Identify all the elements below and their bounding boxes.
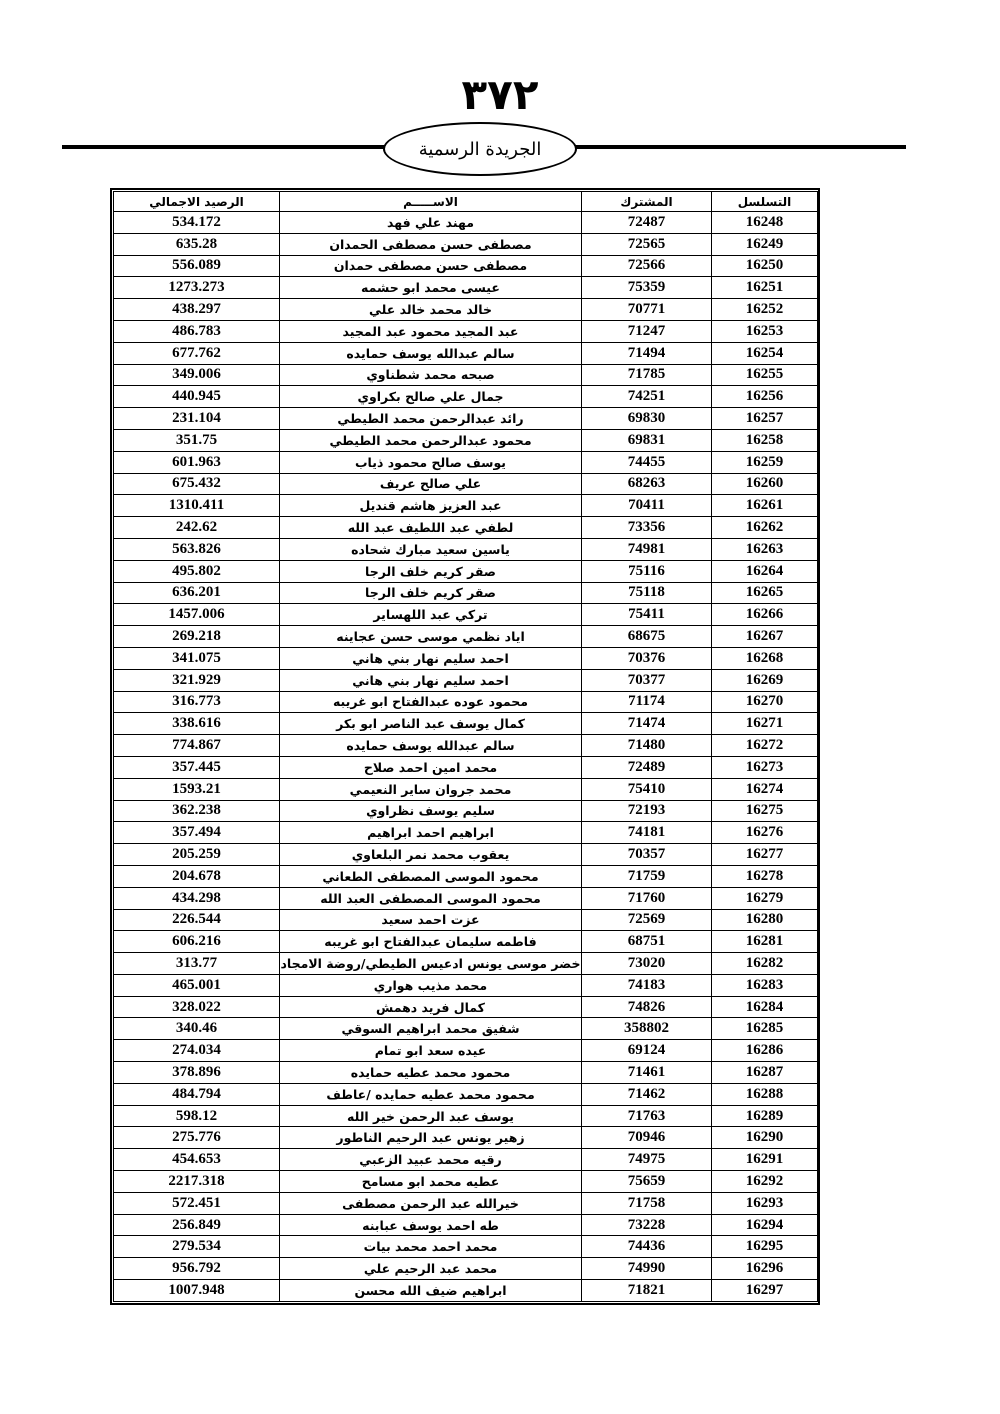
name-cell: لطفي عبد اللطيف عبد الله [280,517,582,539]
name-cell: عبد العزيز هاشم قنديل [280,495,582,517]
serial-cell: 16291 [712,1149,818,1171]
table-row [114,233,818,255]
name-cell: جمال علي صالح بكراوي [280,386,582,408]
serial-cell: 16249 [712,233,818,255]
table-row [114,844,818,866]
table-row [114,735,818,757]
balance-cell: 563.826 [114,538,280,560]
table-row [114,1105,818,1127]
balance-cell: 316.773 [114,691,280,713]
subscriber-cell: 75116 [582,560,712,582]
balance-cell: 495.802 [114,560,280,582]
serial-cell: 16263 [712,538,818,560]
subscriber-cell: 70377 [582,669,712,691]
table-row [114,277,818,299]
table-row [114,364,818,386]
subscriber-cell: 71759 [582,865,712,887]
subscriber-cell: 73356 [582,517,712,539]
subscriber-cell: 71494 [582,342,712,364]
balance-cell: 274.034 [114,1040,280,1062]
subscriber-cell: 74981 [582,538,712,560]
balance-cell: 601.963 [114,451,280,473]
table-row [114,255,818,277]
table-row [114,1040,818,1062]
name-cell: محمد احمد محمد بيات [280,1236,582,1258]
table-row [114,538,818,560]
subscriber-cell: 72565 [582,233,712,255]
subscribers-table-frame [110,188,820,1305]
column-header-balance: الرصيد الاجمالي [114,192,280,212]
subscriber-cell: 71474 [582,713,712,735]
name-cell: صقر كريم خلف الرجا [280,560,582,582]
balance-cell: 256.849 [114,1214,280,1236]
name-cell: احمد سليم نهار بني هاني [280,669,582,691]
name-cell: ياسين سعيد مبارك شحاده [280,538,582,560]
name-cell: طه احمد يوسف عبابنه [280,1214,582,1236]
serial-cell: 16289 [712,1105,818,1127]
subscriber-cell: 75411 [582,604,712,626]
table-row [114,1149,818,1171]
balance-cell: 357.494 [114,822,280,844]
serial-cell: 16254 [712,342,818,364]
balance-cell: 275.776 [114,1127,280,1149]
serial-cell: 16271 [712,713,818,735]
name-cell: مصطفى حسن مصطفى الحمدان [280,233,582,255]
balance-cell: 534.172 [114,212,280,234]
name-cell: محمود محمد عطيه حمايده [280,1062,582,1084]
subscriber-cell: 71174 [582,691,712,713]
balance-cell: 321.929 [114,669,280,691]
name-cell: مصطفى حسن مصطفى حمدان [280,255,582,277]
balance-cell: 438.297 [114,299,280,321]
serial-cell: 16276 [712,822,818,844]
balance-cell: 606.216 [114,931,280,953]
subscriber-cell: 74183 [582,974,712,996]
balance-cell: 1273.273 [114,277,280,299]
table-row [114,495,818,517]
balance-cell: 357.445 [114,756,280,778]
serial-cell: 16281 [712,931,818,953]
balance-cell: 675.432 [114,473,280,495]
serial-cell: 16250 [712,255,818,277]
balance-cell: 635.28 [114,233,280,255]
serial-cell: 16255 [712,364,818,386]
table-row [114,1192,818,1214]
subscriber-cell: 71821 [582,1280,712,1302]
name-cell: مهند علي فهد [280,212,582,234]
balance-cell: 956.792 [114,1258,280,1280]
table-row [114,320,818,342]
serial-cell: 16257 [712,408,818,430]
gazette-title-badge [383,122,577,176]
balance-cell: 340.46 [114,1018,280,1040]
name-cell: فاطمه سليمان عبدالفتاح ابو غريبه [280,931,582,953]
table-row [114,1214,818,1236]
balance-cell: 351.75 [114,429,280,451]
balance-cell: 484.794 [114,1083,280,1105]
serial-cell: 16296 [712,1258,818,1280]
serial-cell: 16293 [712,1192,818,1214]
serial-cell: 16262 [712,517,818,539]
subscriber-cell: 75359 [582,277,712,299]
table-row [114,1127,818,1149]
name-cell: كمال يوسف عبد الناصر ابو بكر [280,713,582,735]
table-row [114,408,818,430]
table-row [114,974,818,996]
balance-cell: 338.616 [114,713,280,735]
serial-cell: 16294 [712,1214,818,1236]
table-row [114,647,818,669]
table-header-row [114,192,818,212]
subscriber-cell: 74251 [582,386,712,408]
balance-cell: 572.451 [114,1192,280,1214]
balance-cell: 378.896 [114,1062,280,1084]
name-cell: عزت احمد سعيد [280,909,582,931]
table-row [114,713,818,735]
subscriber-cell: 71247 [582,320,712,342]
name-cell: علي صالح عريف [280,473,582,495]
subscribers-table [113,191,818,1302]
subscriber-cell: 72193 [582,800,712,822]
subscriber-cell: 70771 [582,299,712,321]
name-cell: عيده سعد ابو تمام [280,1040,582,1062]
table-row [114,931,818,953]
table-row [114,953,818,975]
table-row [114,626,818,648]
table-row [114,996,818,1018]
subscriber-cell: 358802 [582,1018,712,1040]
name-cell: عطيه محمد ابو مسامح [280,1171,582,1193]
table-row [114,822,818,844]
balance-cell: 269.218 [114,626,280,648]
serial-cell: 16292 [712,1171,818,1193]
serial-cell: 16275 [712,800,818,822]
subscriber-cell: 68263 [582,473,712,495]
balance-cell: 556.089 [114,255,280,277]
name-cell: احمد سليم نهار بني هاني [280,647,582,669]
name-cell: محمد عبد الرحيم علي [280,1258,582,1280]
name-cell: ابراهيم ضيف الله محسن [280,1280,582,1302]
balance-cell: 1007.948 [114,1280,280,1302]
subscriber-cell: 72569 [582,909,712,931]
name-cell: رائد عبدالرحمن محمد الطيطي [280,408,582,430]
name-cell: محمد امين احمد صلاح [280,756,582,778]
name-cell: رقيه محمد عبيد الزعبي [280,1149,582,1171]
balance-cell: 313.77 [114,953,280,975]
column-header-serial: التسلسل [712,192,818,212]
subscriber-cell: 71480 [582,735,712,757]
table-row [114,604,818,626]
name-cell: شفيق محمد ابراهيم السوقي [280,1018,582,1040]
subscriber-cell: 70376 [582,647,712,669]
serial-cell: 16282 [712,953,818,975]
name-cell: خضر موسى يونس ادعيس الطيطي/روضة الامجاد [280,953,582,975]
table-row [114,865,818,887]
serial-cell: 16265 [712,582,818,604]
table-row [114,1083,818,1105]
name-cell: خيرالله عبد الرحمن مصطفى [280,1192,582,1214]
balance-cell: 1593.21 [114,778,280,800]
name-cell: صقر كريم خلف الرجا [280,582,582,604]
table-row [114,386,818,408]
name-cell: محمود عوده عبدالفتاح ابو غريبه [280,691,582,713]
serial-cell: 16283 [712,974,818,996]
subscriber-cell: 68675 [582,626,712,648]
table-row [114,517,818,539]
subscriber-cell: 69124 [582,1040,712,1062]
column-header-name: الاســـــم [280,192,582,212]
table-row [114,212,818,234]
serial-cell: 16258 [712,429,818,451]
name-cell: تركي عبد اللهساير [280,604,582,626]
subscriber-cell: 74975 [582,1149,712,1171]
subscriber-cell: 74455 [582,451,712,473]
table-row [114,800,818,822]
balance-cell: 341.075 [114,647,280,669]
serial-cell: 16273 [712,756,818,778]
balance-cell: 440.945 [114,386,280,408]
serial-cell: 16279 [712,887,818,909]
serial-cell: 16277 [712,844,818,866]
subscriber-cell: 71462 [582,1083,712,1105]
table-row [114,691,818,713]
serial-cell: 16267 [712,626,818,648]
table-body [114,212,818,1302]
balance-cell: 362.238 [114,800,280,822]
subscriber-cell: 70411 [582,495,712,517]
balance-cell: 598.12 [114,1105,280,1127]
subscriber-cell: 68751 [582,931,712,953]
balance-cell: 465.001 [114,974,280,996]
name-cell: عبد المجيد محمود عبد المجيد [280,320,582,342]
name-cell: محمود الموسى المصطفى العبد الله [280,887,582,909]
subscriber-cell: 71763 [582,1105,712,1127]
balance-cell: 349.006 [114,364,280,386]
name-cell: محمود الموسى المصطفى الطعاني [280,865,582,887]
balance-cell: 279.534 [114,1236,280,1258]
balance-cell: 2217.318 [114,1171,280,1193]
serial-cell: 16290 [712,1127,818,1149]
balance-cell: 204.678 [114,865,280,887]
name-cell: خالد محمد خالد علي [280,299,582,321]
table-row [114,1280,818,1302]
name-cell: سليم يوسف نظراوي [280,800,582,822]
table-row [114,1171,818,1193]
name-cell: محمد جروان ساير النعيمي [280,778,582,800]
column-header-subscriber: المشترك [582,192,712,212]
balance-cell: 1457.006 [114,604,280,626]
subscriber-cell: 71758 [582,1192,712,1214]
serial-cell: 16286 [712,1040,818,1062]
name-cell: يوسف عبد الرحمن خير الله [280,1105,582,1127]
serial-cell: 16251 [712,277,818,299]
subscriber-cell: 74990 [582,1258,712,1280]
name-cell: يوسف صالح محمود ذياب [280,451,582,473]
serial-cell: 16274 [712,778,818,800]
table-row [114,669,818,691]
table-row [114,1018,818,1040]
serial-cell: 16285 [712,1018,818,1040]
serial-cell: 16261 [712,495,818,517]
serial-cell: 16295 [712,1236,818,1258]
table-row [114,473,818,495]
subscriber-cell: 74181 [582,822,712,844]
balance-cell: 205.259 [114,844,280,866]
subscriber-cell: 71760 [582,887,712,909]
serial-cell: 16260 [712,473,818,495]
subscriber-cell: 70946 [582,1127,712,1149]
table-row [114,429,818,451]
serial-cell: 16287 [712,1062,818,1084]
serial-cell: 16297 [712,1280,818,1302]
table-row [114,451,818,473]
subscriber-cell: 70357 [582,844,712,866]
subscriber-cell: 72489 [582,756,712,778]
balance-cell: 434.298 [114,887,280,909]
serial-cell: 16259 [712,451,818,473]
serial-cell: 16269 [712,669,818,691]
balance-cell: 486.783 [114,320,280,342]
serial-cell: 16248 [712,212,818,234]
serial-cell: 16266 [712,604,818,626]
serial-cell: 16264 [712,560,818,582]
balance-cell: 328.022 [114,996,280,1018]
serial-cell: 16280 [712,909,818,931]
subscriber-cell: 74826 [582,996,712,1018]
balance-cell: 1310.411 [114,495,280,517]
table-row [114,756,818,778]
subscriber-cell: 71785 [582,364,712,386]
table-row [114,299,818,321]
name-cell: محمد مذيب هواري [280,974,582,996]
serial-cell: 16288 [712,1083,818,1105]
serial-cell: 16278 [712,865,818,887]
name-cell: سالم عبدالله يوسف حمايده [280,735,582,757]
name-cell: يعقوب محمد نمر البلعاوي [280,844,582,866]
serial-cell: 16252 [712,299,818,321]
serial-cell: 16253 [712,320,818,342]
table-row [114,560,818,582]
subscriber-cell: 75410 [582,778,712,800]
subscriber-cell: 69831 [582,429,712,451]
page-number: ٣٧٢ [461,70,539,119]
table-row [114,1236,818,1258]
balance-cell: 774.867 [114,735,280,757]
subscriber-cell: 72487 [582,212,712,234]
subscriber-cell: 73020 [582,953,712,975]
subscriber-cell: 69830 [582,408,712,430]
table-row [114,887,818,909]
serial-cell: 16284 [712,996,818,1018]
balance-cell: 226.544 [114,909,280,931]
subscriber-cell: 72566 [582,255,712,277]
balance-cell: 242.62 [114,517,280,539]
table-row [114,778,818,800]
name-cell: محمود عبدالرحمن محمد الطيطي [280,429,582,451]
name-cell: اياد نظمي موسى حسن عجاينه [280,626,582,648]
balance-cell: 231.104 [114,408,280,430]
name-cell: كمال فريد دهمش [280,996,582,1018]
table-row [114,1062,818,1084]
subscriber-cell: 71461 [582,1062,712,1084]
name-cell: سالم عبدالله يوسف حمايده [280,342,582,364]
name-cell: زهير يونس عبد الرحيم الناطور [280,1127,582,1149]
serial-cell: 16272 [712,735,818,757]
table-row [114,342,818,364]
subscriber-cell: 73228 [582,1214,712,1236]
serial-cell: 16256 [712,386,818,408]
balance-cell: 677.762 [114,342,280,364]
subscriber-cell: 75659 [582,1171,712,1193]
balance-cell: 454.653 [114,1149,280,1171]
balance-cell: 636.201 [114,582,280,604]
table-row [114,909,818,931]
table-row [114,582,818,604]
subscriber-cell: 75118 [582,582,712,604]
name-cell: صبحه محمد شطناوي [280,364,582,386]
name-cell: محمود محمد عطيه حمايده /عاطف [280,1083,582,1105]
serial-cell: 16270 [712,691,818,713]
table-row [114,1258,818,1280]
name-cell: عيسى محمد ابو حشمه [280,277,582,299]
subscriber-cell: 74436 [582,1236,712,1258]
serial-cell: 16268 [712,647,818,669]
name-cell: ابراهيم احمد ابراهيم [280,822,582,844]
gazette-title: الجريدة الرسمية [418,138,542,160]
